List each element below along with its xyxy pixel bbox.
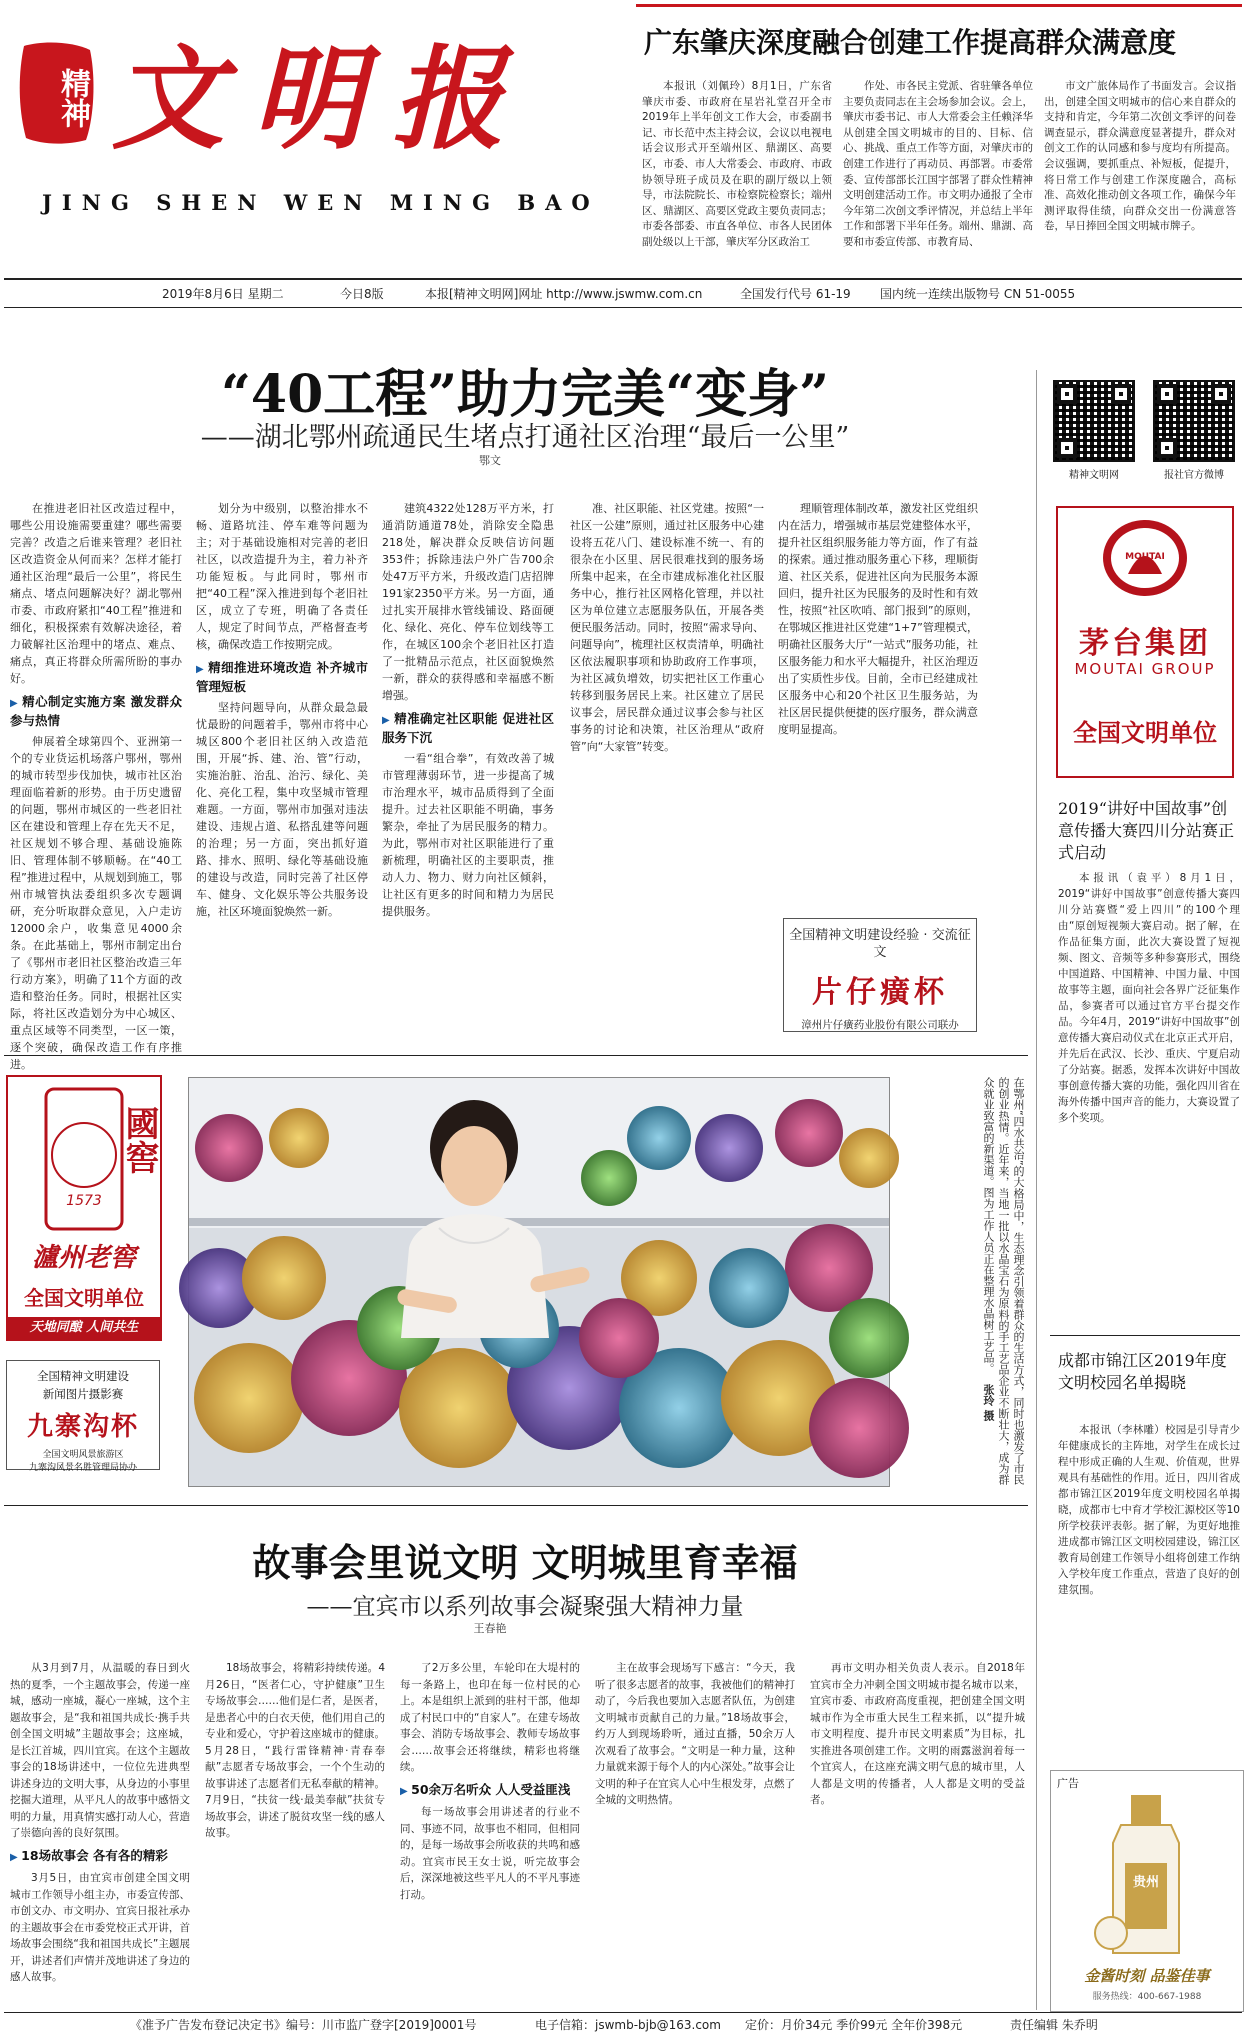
right-story1-body: 本报讯（袁平）8月1日，2019“讲好中国故事”创意传播大赛四川分站赛暨“爱上四川”的100个理由“原创短视频大赛启动。据了解，在作品征集方面，此次大赛设置了短视频、图文、音频等多种参赛形式，围绕中国道路、中国精神、中国力量、中国故事等主题，面向社会各界广泛征集作品，参赛者可以通过官方平台提交作品。今年4月，2019“讲好中国故事”创意传播大赛启动仪式在北京正式开启，并先后在武汉、长沙、重庆、宁夏启动了分站赛。据悉，发挥本次讲好中国故事创意传播大赛的功能，强化四川省在海外传播中国声音的能力，大赛设置了多个奖项。 [1058, 872, 1240, 1124]
main-deck: ——湖北鄂州疏通民生堵点打通社区治理“最后一公里” [200, 422, 850, 453]
main-sub1: ▶ 精心制定实施方案 激发群众参与热情 [10, 693, 182, 729]
footer-permit: 《准予广告发布登记决定书》编号：川市监广登字[2019]0001号 [130, 2018, 477, 2032]
liquor-ad-label: 广告 [1057, 1777, 1079, 1790]
guojiao-name: 瀘州老窖 [31, 1243, 136, 1273]
second-col3: 了2万多公里，车轮印在大堤村的每一条路上，也印在每一位村民的心上。本是组织上派到的驻村干部，他却成了村民口中的“自家人”。在建专场故事会、消防专场故事会、教师专场故事会……故事会还将继续，精彩也将继续。 ▶ 50余万名听众 人人受益匪浅 每一场故事会用讲述者的行业不同、事迹不同，故事也不相同，但相同的，是每一场故事会所收获的共鸣和感动。宜宾市民王女士说，听完故事会后，深深地被这些平凡人的不平凡事迹打动。 [400, 1660, 580, 2005]
right-story2-body: 本报讯（李林雕）校园是引导青少年健康成长的主阵地，对学生在成长过程中形成正确的人生观、价值观，世界观具有基础性的作用。近日，四川省成都市锦江区2019年度文明校园名单揭晓，成都市七中育才学校汇源校区等10所学校获评表彰。据了解，为更好地推进成都市锦江区文明校园建设，锦江区教育局创建工作领导小组将创建工作纳入学校年度工作重点，营造了良好的创建氛围。 [1058, 1424, 1240, 1596]
second-headline: 故事会里说文明 文明城里育幸福 [252, 1540, 798, 1585]
pianzihuang-title: 片仔癀杯 [812, 975, 948, 1010]
masthead [0, 0, 620, 240]
jiuzhaigou-title: 九寨沟杯 [26, 1412, 139, 1442]
top-story-headline: 广东肇庆深度融合创建工作提高群众满意度 [644, 26, 1177, 59]
footer [0, 2015, 1246, 2034]
dateline-rule-bottom [4, 307, 1242, 308]
liquor-ad [1050, 1770, 1244, 2012]
issn: 国内统一连续出版物号 CN 51-0055 [880, 287, 1076, 301]
second-deck: ——宜宾市以系列故事会凝聚强大精神力量 [306, 1594, 744, 1620]
moutai-en: MOUTAI GROUP [1074, 660, 1216, 678]
issue-date: 2019年8月6日 星期二 [162, 287, 284, 301]
photo-caption: 在鄂州“四水共治”的大格局中，生态理念引领着群众的生活方式，同时也激发了市民的创业热情。近年来，当地一批以水晶宝石为原料的手工艺品企业不断壮大，成为群众就业致富的新渠道。图为工作人员正在整理水晶树工艺品。 张玲 摄 [982, 1077, 1025, 1485]
main-col3: 建筑4322处128万平方米，打通消防通道78处，消除安全隐患218处，解决群众反映信访问题353件；拆除违法户外广告700余处47万平方米，升级改造门店招牌191家2350平方米。另一方面，通过扎实开展排水管线铺设、路面硬化、绿化、亮化、停车位划线等工作，在城区100余个老旧社区打造了一批精品示范点，社区面貌焕然一新，群众的获得感和幸福感不断增强。 ▶ 精准确定社区职能 促进社区服务下沉 一看“组合拳”，有效改善了城市管理薄弱环节，进一步提高了城市治理水平，城市品质得到了全面提升。过去社区职能不明确，事务繁杂，牵扯了为居民服务的精力。为此，鄂州市对社区职能进行了重新梳理，明确社区的主要职责，推动人力、物力、财力向社区倾斜，让社区有更多的时间和精力为居民提供服务。 [382, 500, 554, 1045]
top-story-col2: 作处、市各民主党派、省驻肇各单位主要负责同志在主会场参加会议。会上，肇庆市委书记、市人大常委会主任赖泽华从创建全国文明城市的目的、目标、信心、挑战、重点工作等方面，对肇庆市的创建工作进行了再动员、再部署。市委常委、宣传部部长江国宇部署了群众性精神文明创建活动工作。市文明办通报了全市今年第二次创文季评情况，并总结上半年工作和部署下半年任务。端州、鼎湖、高要和市委宣传部、市教育局、 [843, 80, 1033, 248]
footer-price: 定价：月价34元 季价99元 全年价398元 [745, 2018, 963, 2032]
main-sub2: ▶ 精细推进环境改造 补齐城市管理短板 [196, 659, 368, 695]
right-story1-title: 2019“讲好中国故事”创意传播大赛四川分站赛正式启动 [1058, 799, 1235, 862]
main-col5: 理顺管理体制改革，激发社区党组织内在活力，增强城市基层党建整体水平，提升社区组织服务能力等方面，作了有益的探索。通过推动服务重心下移，理顺街道、社区关系，促进社区向为民服务本源回归，提升社区为民服务的及时性和有效性，按照“社区吹哨、部门报到”的原则，在鄂城区推进社区党建“1+7”管理模式，明确社区服务大厅“一站式”服务功能，社区服务能力和水平大幅提升，社区治理迈出了实质性步伐。目前，全市已经建成社区服务中心和20个社区卫生服务站，为社区居民提供便捷的医疗服务，群众满意度明显提高。 [778, 502, 978, 736]
second-col2: 18场故事会，将精彩持续传递。4月26日，“医者仁心，守护健康”卫生专场故事会……他们是仁者，是医者，是患者心中的白衣天使，他们用自己的专业和爱心，守护着这座城市的健康。5月28日，“践行雷锋精神·青春奉献”志愿者专场故事会，一个个生动的故事讲述了志愿者们无私奉献的精神。7月9日，“扶贫一线·最美奉献”扶贫专场故事会，讲述了脱贫攻坚一线的感人故事。 [205, 1662, 385, 1839]
footer-rule [4, 2012, 1242, 2013]
top-story-col1: 本报讯（刘佩玲）8月1日，广东省肇庆市委、市政府在星岩礼堂召开全市2019年上半年创文工作大会，市委副书记、市长范中杰主持会议，会议以电视电话会议形式开至端州区、鼎湖区、高要区，市委、市人大常委会、市政府、市政协领导班子成员及在职的副厅级以上领导，市法院院长、市检察院检察长；端州区、鼎湖区、高要区党政主要负责同志；市委各部委、市直各单位、市各人民团体副处级以上干部，肇庆军分区政治工 [642, 80, 832, 248]
crystal-tree-photo [188, 1077, 890, 1487]
main-sub3: ▶ 精准确定社区职能 促进社区服务下沉 [382, 710, 554, 746]
guojiao-tagline: 天地同酿 人间共生 [8, 1317, 160, 1339]
qr-label-weibo: 报社官方微博 [1164, 470, 1224, 481]
photo-credit: 张玲 摄 [982, 1383, 995, 1421]
second-byline: 王春艳 [473, 1622, 507, 1635]
jiuzhaigou-top: 全国精神文明建设 [37, 1369, 129, 1383]
moutai-name: 茅台集团 [1079, 626, 1211, 661]
main-byline: 鄂文 [479, 454, 501, 467]
qr-code-weibo[interactable] [1153, 380, 1235, 462]
second-col5: 再市文明办相关负责人表示。自2018年宜宾市全力冲刺全国文明城市提名城市以来，宜宾市委、市政府高度重视，把创建全国文明城市作为全市重大民生工程来抓，以“提升城市文明程度、提升市民文明素质”为目标，扎实推进各项创建工作。文明的雨露滋润着每一个宜宾人，在这座充满文明气息的城市里，人人都是文明的传播者，人人都是文明的受益者。 [810, 1662, 1025, 1806]
section-rule-1 [4, 1055, 1028, 1056]
masthead-seal-text: 精神 [55, 67, 90, 128]
moutai-slogan: 全国文明单位 [1073, 718, 1217, 747]
footer-email: 电子信箱：jswmb-bjb@163.com [535, 2018, 721, 2032]
guojiao-brand: 國窖 [119, 1106, 159, 1174]
dateline-rule-top [4, 278, 1242, 280]
liquor-bottle-name: 贵州 [1132, 1875, 1159, 1890]
jiuzhaigou-award-box [6, 1360, 160, 1473]
guojiao-ad [6, 1075, 162, 1341]
photo-illustration [189, 1078, 889, 1486]
pianzihuang-award-box [783, 918, 977, 1032]
distribution-code: 全国发行代号 61-19 [740, 287, 851, 301]
main-col1: 在推进老旧社区改造过程中，哪些公用设施需要重建？哪些需要完善？改造之后谁来管理？老旧社区改造资金从何而来？怎样才能打通社区治理“最后一公里”，将民生痛点、堵点问题解决好？湖北鄂州市委、市政府紧扣“40工程”推进和细化，积极探索有效解决途径，着力破解社区治理中的堵点、难点、痛点，真正将群众所需所盼的事办好。 ▶ 精心制定实施方案 激发群众参与热情 伸展着全球第四个、亚洲第一个的专业货运机场落户鄂州，鄂州的城市转型步伐加快，城市社区治理面临着新的形势。由于历史遗留的问题，鄂州市城区的一些老旧社区在建设和管理上存在先天不足，社区规划不够合理、基础设施陈旧、管理体制不够顺畅。在“40工程”推进过程中，从规划到施工，鄂州市城管执法委组织多次专题调研，充分听取群众意见，入户走访12000余户，收集意见4000余条。在此基础上，鄂州市制定出台了《鄂州市老旧社区整治改造三年行动方案》，明确了11个方面的改造和整治任务。同时，根据社区实际，将社区改造划分为中心城区、重点区域等不同类型，一区一策，逐个突破，确保改造工作有序推进。 [10, 500, 182, 1045]
qr-code-website[interactable] [1053, 380, 1135, 462]
qr-block [1045, 380, 1240, 490]
footer-editor: 责任编辑 朱乔明 [1010, 2018, 1098, 2032]
second-sub2: ▶ 50余万名听众 人人受益匪浅 [400, 1782, 580, 1801]
right-col-divider [1036, 370, 1037, 2010]
jiuzhaigou-bottom1: 全国文明风景旅游区 [42, 1450, 124, 1460]
second-col4: 主在故事会现场写下感言：“今天，我听了很多志愿者的故事，我被他们的精神打动了，今后我也要加入志愿者队伍，为创建文明城市贡献自己的力量。”18场故事会，约万人到现场聆听，通过直播，50余万人次观看了故事会。“文明是一种力量，这种力量就来源于每个人的内心深处。”故事会让文明的种子在宜宾人心中生根发芽，点燃了全城的文明热情。 [595, 1662, 795, 1806]
guojiao-year: 1573 [66, 1193, 102, 1209]
top-story [636, 4, 1242, 277]
liquor-phone: 服务热线：400-667-1988 [1092, 1992, 1202, 2002]
jiuzhaigou-mid: 新闻图片摄影赛 [42, 1387, 124, 1401]
dateline-bar [0, 283, 1246, 305]
guojiao-slogan: 全国文明单位 [24, 1286, 144, 1310]
page-count: 今日8版 [340, 287, 384, 301]
section-rule-2 [4, 1505, 1028, 1506]
top-story-col3: 市文广旅体局作了书面发言。会议指出，创建全国文明城市的信心来自群众的支持和肯定，今年第二次创文季评的问卷调查显示，群众满意度显著提升，群众对创文工作的认同感和参与度均有所提高。会议强调，要抓重点、补短板，促提升，将日常工作与创建工作深度融合，高标准、高效化推动创文各项工作，确保今年测评取得佳绩，向群众交出一份满意答卷，早日捧回全国文明城市牌子。 [1044, 80, 1236, 233]
main-headline: “40工程”助力完美“变身” [220, 364, 829, 425]
masthead-pinyin: JING SHEN WEN MING BAO [42, 190, 600, 215]
moutai-badge: MOUTAI [1125, 552, 1165, 562]
main-col4: 准、社区职能、社区党建。按照“一社区一公建”原则，通过社区服务中心建设将五花八门、建设标准不统一、有的很杂在小区里、居民很难找到的服务场所集中起来，在全市建成标准化社区服务中心，推行社区网格化管理，并以社区为单位建立志愿服务队伍，开展各类便民服务活动。同时，按照“需求导向、问题导向”，梳理社区权责清单，明确社区依法履职事项和协助政府工作事项，为社区减负增效，切实把社区工作重心转移到服务居民上来。社区建立了居民议事会，居民群众通过议事会参与社区事务的讨论和决策，社区治理从“政府管”向“大家管”转变。 [570, 502, 764, 753]
right-rule-1 [1050, 1335, 1240, 1336]
qr-label-website: 精神文明网 [1069, 470, 1119, 481]
pianzihuang-top: 全国精神文明建设经验 · 交流征文 [789, 928, 971, 960]
liquor-slogan: 金酱时刻 品鉴佳事 [1084, 1967, 1210, 1985]
pianzihuang-sponsor: 漳州片仔癀药业股份有限公司联办 [801, 1019, 959, 1031]
second-col1: 从3月到7月，从温暖的春日到火热的夏季，一个主题故事会，传递一座城，感动一座城，凝心一座城，这个主题故事会，是“我和祖国共成长·携手共创全国文明城”主题故事会；这座城，是长江首城，四川宜宾。在这个主题故事会的18场讲述中，一位位先进典型讲述身边的文明大事，从身边的小事里挖掘大道理，从平凡人的故事中感悟文明的力量，用真情实感打动人心，营造了崇德向善的良好氛围。 ▶ 18场故事会 各有各的精彩 3月5日，由宜宾市创建全国文明城市工作领导小组主办，市委宣传部、市创文办、市文明办、宜宾日报社承办的主题故事会在市委党校正式开讲，首场故事会围绕“我和祖国共成长”主题展开，讲述者们声情并茂地讲述了身边的感人故事。 [10, 1660, 190, 2005]
main-col2: 划分为中级别，以整治排水不畅、道路坑洼、停车难等问题为主；对于基础设施相对完善的老旧社区，以改造提升为主，着力补齐功能短板。与此同时，鄂州市把“40工程”深入推进到每个老旧社区，成立了专班，明确了各责任人，规定了时间节点，严格督查考核，确保改造工作按期完成。 ▶ 精细推进环境改造 补齐城市管理短板 坚持问题导向，从群众最急最忧最盼的问题着手，鄂州市将中心城区800个老旧社区纳入改造范围，开展“拆、建、治、管”行动，实施治脏、治乱、治污、绿化、美化、亮化工程，集中攻坚城市管理难题。一方面，鄂州市加强对违法建设、违规占道、私搭乱建等问题的治理；另一方面，突出抓好道路、排水、照明、绿化等基础设施的建设与改造，同时完善了社区停车、健身、文化娱乐等公共服务设施，社区环境面貌焕然一新。 [196, 500, 368, 1045]
jiuzhaigou-bottom2: 九寨沟风景名胜管理局协办 [28, 1463, 137, 1473]
right-story2-title: 成都市锦江区2019年度文明校园名单揭晓 [1058, 1351, 1227, 1392]
website: 本报[精神文明网]网址 http://www.jswmw.com.cn [425, 287, 703, 301]
masthead-title: 文明报 [112, 34, 532, 165]
second-sub1: ▶ 18场故事会 各有各的精彩 [10, 1848, 190, 1867]
moutai-ad [1056, 506, 1234, 778]
